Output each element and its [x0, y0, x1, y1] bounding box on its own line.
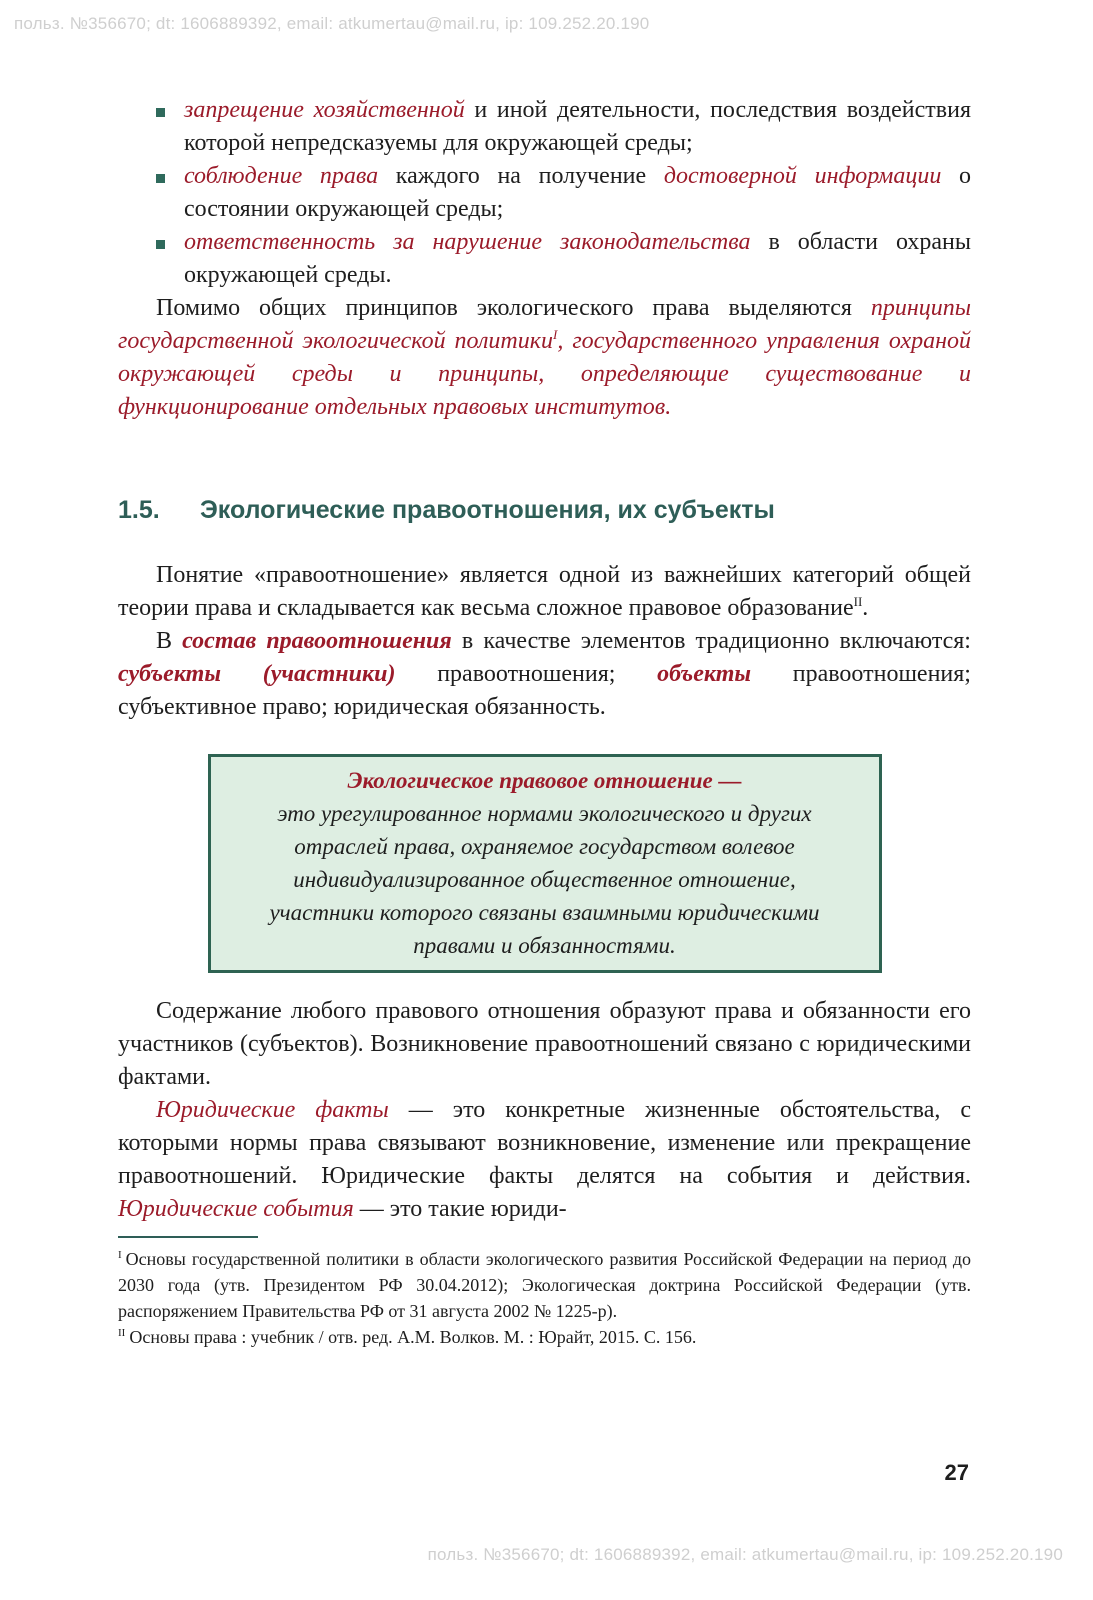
paragraph-text: Понятие «правоотношение» является одной из важнейших категорий общей теории права и складывается как весьма сложное правовое образование: [118, 562, 971, 621]
list-text: о состоянии окружающей среды;: [184, 163, 971, 222]
list-term: достоверной информации: [663, 163, 942, 189]
paragraph-text: .: [862, 595, 869, 621]
term-legal-facts: Юридические факты: [156, 1097, 389, 1123]
paragraph-principles: [118, 292, 971, 424]
paragraph-text: в качестве элементов традиционно включаются:: [451, 628, 971, 654]
paragraph-legal-facts: [118, 1094, 971, 1226]
list-text: каждого на получение: [378, 163, 664, 189]
definition-title: Экологическое правовое отношение —: [347, 768, 742, 793]
footnote-text: Основы государственной политики в области экологического развития Российской Федерации на период до 2030 года (утв. Президентом РФ 30.04.2012); Экологическая доктрина Российской Федерации (утв. распоряжением Правительства РФ от 31 августа 2002 № 1225-р).: [118, 1249, 971, 1321]
list-term: ответственность за нарушение законодательства: [184, 229, 751, 255]
footnote-mark: I: [118, 1249, 122, 1261]
section-title: Экологические правоотношения, их субъекты: [200, 496, 775, 524]
watermark-top: польз. №356670; dt: 1606889392, email: atkumertau@mail.ru, ip: 109.252.20.190: [14, 14, 650, 33]
square-bullet-icon: [156, 108, 165, 117]
list-item: [118, 160, 971, 226]
section-heading: [118, 496, 971, 525]
paragraph-text: Помимо общих принципов экологического права выделяются: [156, 295, 871, 321]
paragraph-composition: [118, 625, 971, 724]
list-term: соблюдение права: [184, 163, 379, 189]
paragraph-concept: [118, 559, 971, 625]
paragraph-text: правоотношения;: [395, 661, 658, 687]
paragraph-text: — это конкретные жизненные обстоятельства, с которыми нормы права связывают возникновение, изменение или прекращение правоотношений. Юридические факты делятся на события и действия.: [118, 1097, 972, 1189]
watermark-bottom: польз. №356670; dt: 1606889392, email: atkumertau@mail.ru, ip: 109.252.20.190: [427, 1545, 1063, 1564]
list-item: [118, 94, 971, 160]
footnote-mark: II: [118, 1327, 126, 1339]
list-text: в области охраны окружающей среды.: [184, 229, 971, 288]
term-composition: состав правоотношения: [182, 628, 452, 654]
page-content: [118, 94, 971, 1350]
term-subjects: субъекты (участники): [118, 661, 396, 687]
paragraph-text: В: [156, 628, 183, 654]
footnote: [118, 1246, 971, 1324]
footnote-ref[interactable]: I: [553, 327, 558, 342]
paragraph-text: — это такие юриди-: [353, 1196, 567, 1222]
footnote-divider: [118, 1236, 258, 1238]
footnote-ref[interactable]: II: [853, 594, 863, 609]
paragraph-content: Содержание любого правового отношения образуют права и обязанности его участников (субъектов). Возникновение правоотношений связано с юридическими фактами.: [118, 998, 971, 1090]
term-principles-rest: , государственного управления охраной окружающей среды и принципы, определяющие существование и функционирование отдельных правовых институтов.: [118, 328, 971, 420]
page-number: 27: [944, 1460, 969, 1485]
list-term: запрещение хозяйственной: [184, 97, 465, 123]
principles-list: [118, 94, 971, 292]
section-number: 1.5.: [118, 496, 160, 524]
square-bullet-icon: [156, 174, 165, 183]
footnote-text: Основы права : учебник / отв. ред. А.М. Волков. М. : Юрайт, 2015. С. 156.: [129, 1327, 697, 1347]
list-item: [118, 226, 971, 292]
term-legal-events: Юридические события: [118, 1196, 354, 1222]
list-text: и иной деятельности, последствия воздействия которой непредсказуемы для окружающей среды;: [184, 97, 971, 156]
term-principles: принципы государственной экологической политики: [118, 295, 971, 354]
footnote: [118, 1324, 971, 1350]
definition-box: [208, 754, 882, 973]
term-objects: объекты: [657, 661, 752, 687]
paragraph-text: правоотношения; субъективное право; юридическая обязанность.: [118, 661, 971, 720]
square-bullet-icon: [156, 240, 165, 249]
definition-body: это урегулированное нормами экологического и других отраслей права, охраняемое государством волевое индивидуализированное общественное отношение, участники которого связаны взаимными юридическими правами и обязанностями.: [269, 801, 820, 958]
